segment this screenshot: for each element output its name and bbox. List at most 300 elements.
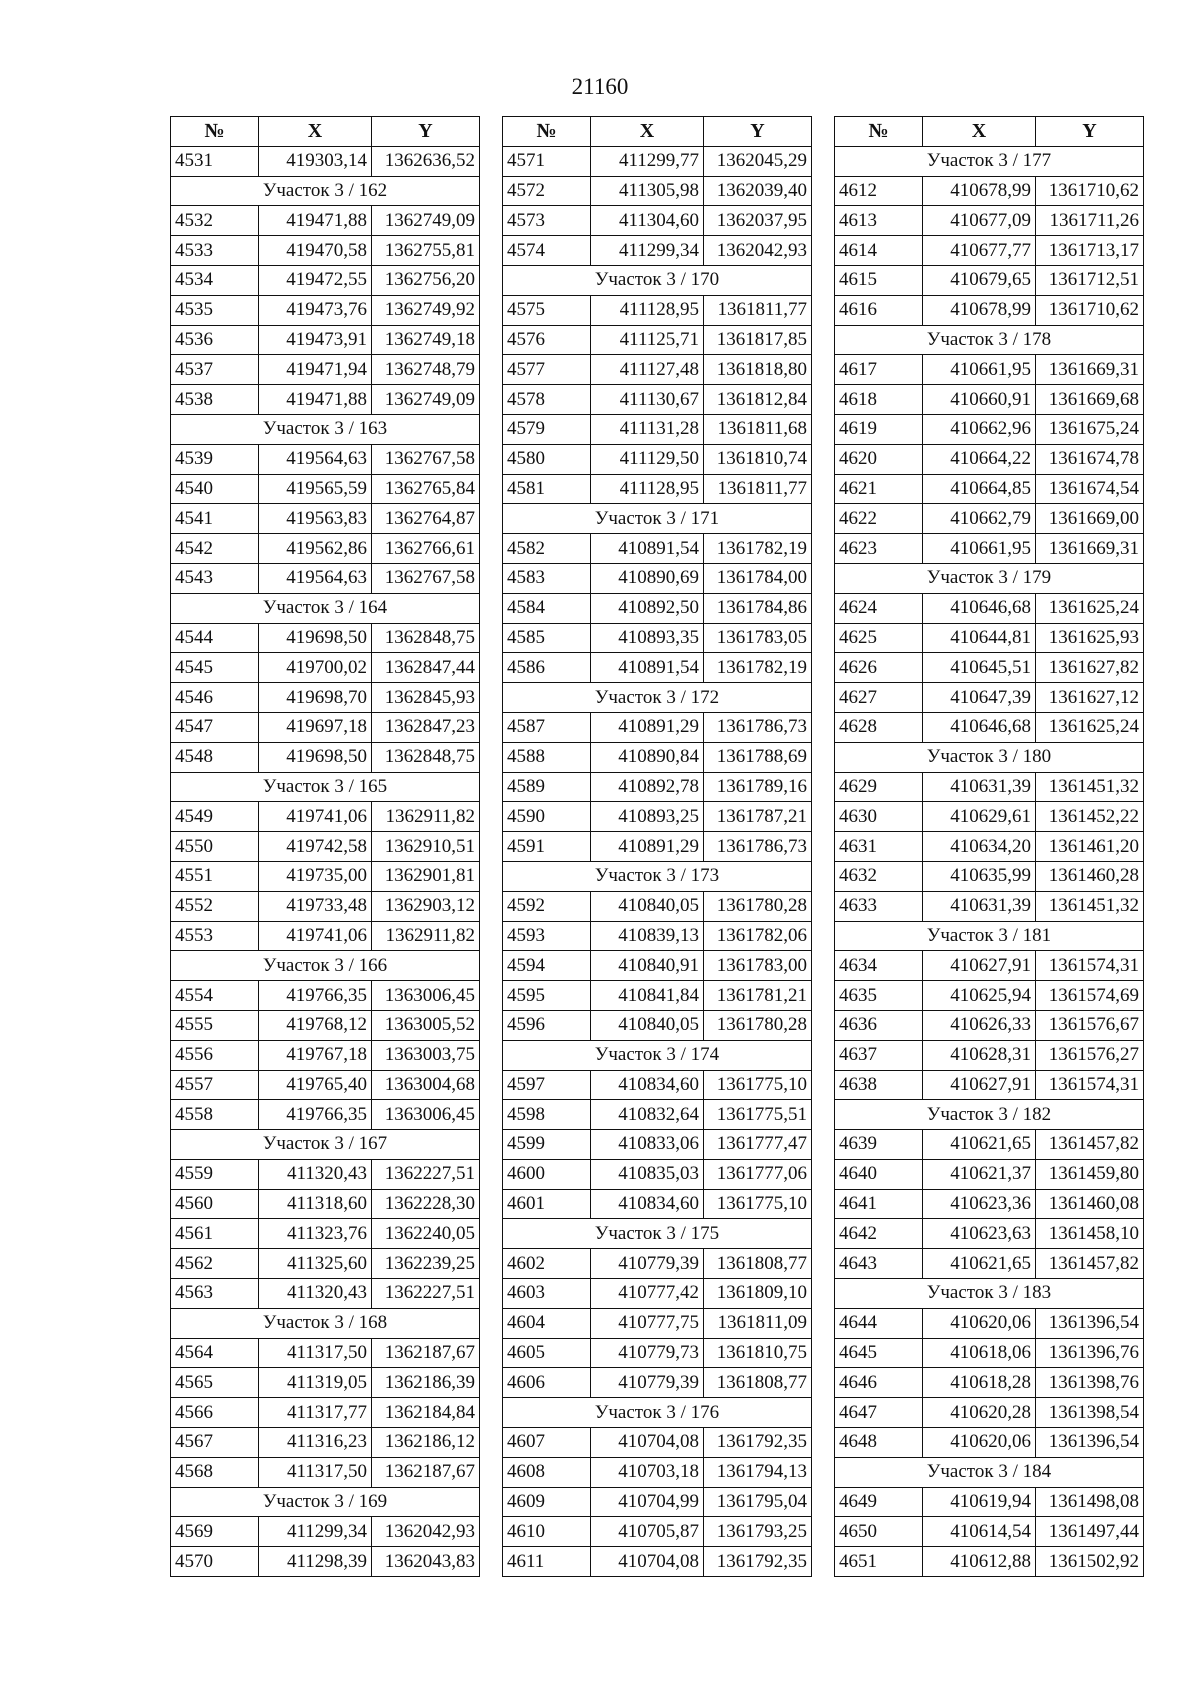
section-row <box>171 772 480 802</box>
column-header-x: X <box>259 117 372 147</box>
x-coordinate-cell: 419471,88 <box>259 206 372 236</box>
table-row <box>171 563 480 593</box>
table-row <box>171 1547 480 1577</box>
y-coordinate-cell: 1361811,77 <box>704 295 812 325</box>
point-number-cell: 4549 <box>171 802 259 832</box>
x-coordinate-cell: 419697,18 <box>259 712 372 742</box>
table-row <box>171 683 480 713</box>
x-coordinate-cell: 419564,63 <box>259 444 372 474</box>
table-row <box>835 951 1144 981</box>
table-row <box>171 265 480 295</box>
x-coordinate-cell: 411318,60 <box>259 1189 372 1219</box>
y-coordinate-cell: 1361451,32 <box>1036 772 1144 802</box>
point-number-cell: 4618 <box>835 385 923 415</box>
y-coordinate-cell: 1361576,27 <box>1036 1040 1144 1070</box>
table-row <box>835 1487 1144 1517</box>
point-number-cell: 4545 <box>171 653 259 683</box>
point-number-cell: 4603 <box>503 1279 591 1309</box>
table-row <box>171 236 480 266</box>
table-row <box>171 504 480 534</box>
point-number-cell: 4577 <box>503 355 591 385</box>
point-number-cell: 4650 <box>835 1517 923 1547</box>
point-number-cell: 4572 <box>503 176 591 206</box>
y-coordinate-cell: 1362749,18 <box>372 325 480 355</box>
y-coordinate-cell: 1362764,87 <box>372 504 480 534</box>
section-title: Участок 3 / 175 <box>503 1219 812 1249</box>
point-number-cell: 4593 <box>503 921 591 951</box>
column-header-y: Y <box>1036 117 1144 147</box>
point-number-cell: 4611 <box>503 1547 591 1577</box>
x-coordinate-cell: 410890,69 <box>591 563 704 593</box>
point-number-cell: 4583 <box>503 563 591 593</box>
table-row <box>171 861 480 891</box>
section-title: Участок 3 / 181 <box>835 921 1144 951</box>
table-row <box>835 593 1144 623</box>
point-number-cell: 4531 <box>171 146 259 176</box>
x-coordinate-cell: 419733,48 <box>259 891 372 921</box>
y-coordinate-cell: 1361669,31 <box>1036 355 1144 385</box>
point-number-cell: 4595 <box>503 981 591 1011</box>
table-row <box>503 414 812 444</box>
x-coordinate-cell: 410779,39 <box>591 1368 704 1398</box>
coordinates-table-3 <box>834 116 1144 1577</box>
x-coordinate-cell: 410623,63 <box>923 1219 1036 1249</box>
x-coordinate-cell: 419767,18 <box>259 1040 372 1070</box>
table-row <box>171 742 480 772</box>
section-row <box>835 146 1144 176</box>
x-coordinate-cell: 410893,35 <box>591 623 704 653</box>
section-row <box>503 1219 812 1249</box>
section-title: Участок 3 / 178 <box>835 325 1144 355</box>
table-row <box>171 474 480 504</box>
column-header-number: № <box>835 117 923 147</box>
table-row <box>171 1219 480 1249</box>
x-coordinate-cell: 410892,50 <box>591 593 704 623</box>
point-number-cell: 4591 <box>503 832 591 862</box>
x-coordinate-cell: 410833,06 <box>591 1130 704 1160</box>
table-row <box>835 1159 1144 1189</box>
point-number-cell: 4547 <box>171 712 259 742</box>
point-number-cell: 4610 <box>503 1517 591 1547</box>
table-row <box>503 1517 812 1547</box>
table-row <box>835 653 1144 683</box>
table-row <box>835 1070 1144 1100</box>
y-coordinate-cell: 1361710,62 <box>1036 295 1144 325</box>
y-coordinate-cell: 1361576,67 <box>1036 1010 1144 1040</box>
y-coordinate-cell: 1362910,51 <box>372 832 480 862</box>
point-number-cell: 4602 <box>503 1249 591 1279</box>
table-row <box>835 683 1144 713</box>
y-coordinate-cell: 1361625,24 <box>1036 593 1144 623</box>
y-coordinate-cell: 1361457,82 <box>1036 1130 1144 1160</box>
column-header-y: Y <box>372 117 480 147</box>
section-row <box>835 921 1144 951</box>
section-row <box>835 1100 1144 1130</box>
y-coordinate-cell: 1361669,00 <box>1036 504 1144 534</box>
point-number-cell: 4613 <box>835 206 923 236</box>
point-number-cell: 4544 <box>171 623 259 653</box>
column-header-x: X <box>591 117 704 147</box>
x-coordinate-cell: 410623,36 <box>923 1189 1036 1219</box>
point-number-cell: 4592 <box>503 891 591 921</box>
point-number-cell: 4557 <box>171 1070 259 1100</box>
y-coordinate-cell: 1362187,67 <box>372 1457 480 1487</box>
x-coordinate-cell: 410620,06 <box>923 1428 1036 1458</box>
y-coordinate-cell: 1362042,93 <box>704 236 812 266</box>
section-title: Участок 3 / 164 <box>171 593 480 623</box>
section-title: Участок 3 / 173 <box>503 861 812 891</box>
y-coordinate-cell: 1361811,09 <box>704 1308 812 1338</box>
x-coordinate-cell: 410840,91 <box>591 951 704 981</box>
y-coordinate-cell: 1361451,32 <box>1036 891 1144 921</box>
y-coordinate-cell: 1363006,45 <box>372 1100 480 1130</box>
table-row <box>835 1249 1144 1279</box>
point-number-cell: 4555 <box>171 1010 259 1040</box>
y-coordinate-cell: 1361792,35 <box>704 1428 812 1458</box>
y-coordinate-cell: 1362756,20 <box>372 265 480 295</box>
x-coordinate-cell: 419473,76 <box>259 295 372 325</box>
point-number-cell: 4567 <box>171 1428 259 1458</box>
y-coordinate-cell: 1361792,35 <box>704 1547 812 1577</box>
x-coordinate-cell: 410620,28 <box>923 1398 1036 1428</box>
table-row <box>503 1308 812 1338</box>
y-coordinate-cell: 1361669,31 <box>1036 534 1144 564</box>
table-row <box>835 474 1144 504</box>
table-row <box>835 1130 1144 1160</box>
x-coordinate-cell: 410839,13 <box>591 921 704 951</box>
table-row <box>503 534 812 564</box>
table-row <box>835 1040 1144 1070</box>
table-row <box>503 563 812 593</box>
table-row <box>503 1487 812 1517</box>
x-coordinate-cell: 410705,87 <box>591 1517 704 1547</box>
y-coordinate-cell: 1362186,39 <box>372 1368 480 1398</box>
x-coordinate-cell: 410625,94 <box>923 981 1036 1011</box>
x-coordinate-cell: 411325,60 <box>259 1249 372 1279</box>
x-coordinate-cell: 411128,95 <box>591 295 704 325</box>
y-coordinate-cell: 1362847,44 <box>372 653 480 683</box>
y-coordinate-cell: 1362767,58 <box>372 563 480 593</box>
y-coordinate-cell: 1361398,54 <box>1036 1398 1144 1428</box>
x-coordinate-cell: 411320,43 <box>259 1159 372 1189</box>
x-coordinate-cell: 410631,39 <box>923 891 1036 921</box>
y-coordinate-cell: 1362748,79 <box>372 355 480 385</box>
x-coordinate-cell: 410627,91 <box>923 1070 1036 1100</box>
point-number-cell: 4612 <box>835 176 923 206</box>
x-coordinate-cell: 419698,50 <box>259 742 372 772</box>
y-coordinate-cell: 1361710,62 <box>1036 176 1144 206</box>
table-row <box>171 832 480 862</box>
x-coordinate-cell: 419470,58 <box>259 236 372 266</box>
section-title: Участок 3 / 166 <box>171 951 480 981</box>
table-row <box>503 295 812 325</box>
y-coordinate-cell: 1361782,19 <box>704 534 812 564</box>
table-row <box>171 921 480 951</box>
x-coordinate-cell: 410677,77 <box>923 236 1036 266</box>
y-coordinate-cell: 1362187,67 <box>372 1338 480 1368</box>
point-number-cell: 4604 <box>503 1308 591 1338</box>
y-coordinate-cell: 1361787,21 <box>704 802 812 832</box>
table-row <box>171 295 480 325</box>
y-coordinate-cell: 1361777,47 <box>704 1130 812 1160</box>
x-coordinate-cell: 411319,05 <box>259 1368 372 1398</box>
y-coordinate-cell: 1361398,76 <box>1036 1368 1144 1398</box>
y-coordinate-cell: 1361784,86 <box>704 593 812 623</box>
x-coordinate-cell: 410621,65 <box>923 1249 1036 1279</box>
table-row <box>835 712 1144 742</box>
x-coordinate-cell: 419471,88 <box>259 385 372 415</box>
y-coordinate-cell: 1362767,58 <box>372 444 480 474</box>
y-coordinate-cell: 1361782,06 <box>704 921 812 951</box>
section-row <box>503 504 812 534</box>
point-number-cell: 4553 <box>171 921 259 951</box>
point-number-cell: 4643 <box>835 1249 923 1279</box>
y-coordinate-cell: 1362749,09 <box>372 206 480 236</box>
table-row <box>171 355 480 385</box>
table-row <box>503 1457 812 1487</box>
y-coordinate-cell: 1361498,08 <box>1036 1487 1144 1517</box>
table-row <box>503 1249 812 1279</box>
point-number-cell: 4586 <box>503 653 591 683</box>
table-row <box>503 474 812 504</box>
section-row <box>171 951 480 981</box>
x-coordinate-cell: 410646,68 <box>923 712 1036 742</box>
y-coordinate-cell: 1361396,54 <box>1036 1308 1144 1338</box>
section-title: Участок 3 / 184 <box>835 1457 1144 1487</box>
x-coordinate-cell: 410841,84 <box>591 981 704 1011</box>
table-row <box>503 1338 812 1368</box>
point-number-cell: 4642 <box>835 1219 923 1249</box>
point-number-cell: 4585 <box>503 623 591 653</box>
point-number-cell: 4622 <box>835 504 923 534</box>
section-title: Участок 3 / 174 <box>503 1040 812 1070</box>
y-coordinate-cell: 1361783,05 <box>704 623 812 653</box>
y-coordinate-cell: 1361810,75 <box>704 1338 812 1368</box>
point-number-cell: 4552 <box>171 891 259 921</box>
table-row <box>171 1457 480 1487</box>
point-number-cell: 4576 <box>503 325 591 355</box>
x-coordinate-cell: 411317,77 <box>259 1398 372 1428</box>
x-coordinate-cell: 411299,77 <box>591 146 704 176</box>
y-coordinate-cell: 1361713,17 <box>1036 236 1144 266</box>
table-row <box>171 1040 480 1070</box>
y-coordinate-cell: 1361460,28 <box>1036 861 1144 891</box>
table-row <box>503 593 812 623</box>
table-row <box>171 891 480 921</box>
table-row <box>503 891 812 921</box>
x-coordinate-cell: 410832,64 <box>591 1100 704 1130</box>
x-coordinate-cell: 411299,34 <box>259 1517 372 1547</box>
x-coordinate-cell: 419768,12 <box>259 1010 372 1040</box>
point-number-cell: 4548 <box>171 742 259 772</box>
table-row <box>503 1368 812 1398</box>
section-row <box>835 742 1144 772</box>
point-number-cell: 4605 <box>503 1338 591 1368</box>
x-coordinate-cell: 411304,60 <box>591 206 704 236</box>
point-number-cell: 4578 <box>503 385 591 415</box>
table-row <box>835 891 1144 921</box>
point-number-cell: 4629 <box>835 772 923 802</box>
y-coordinate-cell: 1361396,76 <box>1036 1338 1144 1368</box>
table-row <box>503 742 812 772</box>
point-number-cell: 4536 <box>171 325 259 355</box>
x-coordinate-cell: 410664,85 <box>923 474 1036 504</box>
table-row <box>835 1308 1144 1338</box>
point-number-cell: 4538 <box>171 385 259 415</box>
x-coordinate-cell: 419698,50 <box>259 623 372 653</box>
section-row <box>503 683 812 713</box>
point-number-cell: 4632 <box>835 861 923 891</box>
x-coordinate-cell: 419765,40 <box>259 1070 372 1100</box>
table-row <box>171 1010 480 1040</box>
y-coordinate-cell: 1361675,24 <box>1036 414 1144 444</box>
y-coordinate-cell: 1361625,93 <box>1036 623 1144 653</box>
table-row <box>171 1100 480 1130</box>
x-coordinate-cell: 410677,09 <box>923 206 1036 236</box>
y-coordinate-cell: 1361780,28 <box>704 891 812 921</box>
x-coordinate-cell: 419700,02 <box>259 653 372 683</box>
x-coordinate-cell: 410626,33 <box>923 1010 1036 1040</box>
section-row <box>171 1487 480 1517</box>
table-row <box>171 206 480 236</box>
point-number-cell: 4645 <box>835 1338 923 1368</box>
x-coordinate-cell: 410678,99 <box>923 176 1036 206</box>
point-number-cell: 4539 <box>171 444 259 474</box>
x-coordinate-cell: 410644,81 <box>923 623 1036 653</box>
point-number-cell: 4542 <box>171 534 259 564</box>
point-number-cell: 4568 <box>171 1457 259 1487</box>
table-row <box>503 832 812 862</box>
coordinates-table-1 <box>170 116 480 1577</box>
point-number-cell: 4607 <box>503 1428 591 1458</box>
table-row <box>835 236 1144 266</box>
point-number-cell: 4566 <box>171 1398 259 1428</box>
table-row <box>835 1398 1144 1428</box>
y-coordinate-cell: 1361795,04 <box>704 1487 812 1517</box>
point-number-cell: 4598 <box>503 1100 591 1130</box>
x-coordinate-cell: 410621,37 <box>923 1159 1036 1189</box>
point-number-cell: 4601 <box>503 1189 591 1219</box>
point-number-cell: 4624 <box>835 593 923 623</box>
point-number-cell: 4561 <box>171 1219 259 1249</box>
table-header-row <box>171 117 480 147</box>
x-coordinate-cell: 410629,61 <box>923 802 1036 832</box>
section-row <box>171 593 480 623</box>
table-header-row <box>503 117 812 147</box>
table-header-row <box>835 117 1144 147</box>
x-coordinate-cell: 410891,29 <box>591 712 704 742</box>
point-number-cell: 4636 <box>835 1010 923 1040</box>
x-coordinate-cell: 410893,25 <box>591 802 704 832</box>
x-coordinate-cell: 411130,67 <box>591 385 704 415</box>
x-coordinate-cell: 410628,31 <box>923 1040 1036 1070</box>
point-number-cell: 4573 <box>503 206 591 236</box>
point-number-cell: 4638 <box>835 1070 923 1100</box>
x-coordinate-cell: 410892,78 <box>591 772 704 802</box>
section-row <box>171 1308 480 1338</box>
y-coordinate-cell: 1361674,78 <box>1036 444 1144 474</box>
x-coordinate-cell: 410618,28 <box>923 1368 1036 1398</box>
y-coordinate-cell: 1362847,23 <box>372 712 480 742</box>
x-coordinate-cell: 410612,88 <box>923 1547 1036 1577</box>
x-coordinate-cell: 419303,14 <box>259 146 372 176</box>
x-coordinate-cell: 410703,18 <box>591 1457 704 1487</box>
table-row <box>171 325 480 355</box>
point-number-cell: 4630 <box>835 802 923 832</box>
table-row <box>503 236 812 266</box>
point-number-cell: 4532 <box>171 206 259 236</box>
table-row <box>171 712 480 742</box>
x-coordinate-cell: 411299,34 <box>591 236 704 266</box>
x-coordinate-cell: 410890,84 <box>591 742 704 772</box>
point-number-cell: 4640 <box>835 1159 923 1189</box>
point-number-cell: 4648 <box>835 1428 923 1458</box>
x-coordinate-cell: 410779,39 <box>591 1249 704 1279</box>
table-row <box>835 265 1144 295</box>
table-row <box>835 623 1144 653</box>
y-coordinate-cell: 1361793,25 <box>704 1517 812 1547</box>
section-row <box>171 1130 480 1160</box>
table-row <box>503 951 812 981</box>
page-number: 21160 <box>571 74 629 99</box>
table-row <box>503 146 812 176</box>
y-coordinate-cell: 1361461,20 <box>1036 832 1144 862</box>
table-row <box>835 414 1144 444</box>
table-row <box>835 1189 1144 1219</box>
y-coordinate-cell: 1361818,80 <box>704 355 812 385</box>
section-title: Участок 3 / 183 <box>835 1279 1144 1309</box>
table-row <box>835 1428 1144 1458</box>
x-coordinate-cell: 410664,22 <box>923 444 1036 474</box>
section-row <box>835 1279 1144 1309</box>
table-row <box>171 1279 480 1309</box>
point-number-cell: 4570 <box>171 1547 259 1577</box>
point-number-cell: 4617 <box>835 355 923 385</box>
y-coordinate-cell: 1363004,68 <box>372 1070 480 1100</box>
x-coordinate-cell: 410777,42 <box>591 1279 704 1309</box>
table-row <box>835 1368 1144 1398</box>
y-coordinate-cell: 1361775,51 <box>704 1100 812 1130</box>
column-header-number: № <box>503 117 591 147</box>
y-coordinate-cell: 1361627,12 <box>1036 683 1144 713</box>
table-row <box>835 444 1144 474</box>
x-coordinate-cell: 410834,60 <box>591 1070 704 1100</box>
x-coordinate-cell: 410834,60 <box>591 1189 704 1219</box>
x-coordinate-cell: 410779,73 <box>591 1338 704 1368</box>
point-number-cell: 4562 <box>171 1249 259 1279</box>
y-coordinate-cell: 1362765,84 <box>372 474 480 504</box>
y-coordinate-cell: 1362755,81 <box>372 236 480 266</box>
x-coordinate-cell: 419766,35 <box>259 1100 372 1130</box>
x-coordinate-cell: 419472,55 <box>259 265 372 295</box>
table-row <box>503 325 812 355</box>
y-coordinate-cell: 1361783,00 <box>704 951 812 981</box>
point-number-cell: 4599 <box>503 1130 591 1160</box>
point-number-cell: 4558 <box>171 1100 259 1130</box>
table-row <box>835 1010 1144 1040</box>
x-coordinate-cell: 410661,95 <box>923 355 1036 385</box>
y-coordinate-cell: 1361458,10 <box>1036 1219 1144 1249</box>
y-coordinate-cell: 1361808,77 <box>704 1368 812 1398</box>
y-coordinate-cell: 1362043,83 <box>372 1547 480 1577</box>
x-coordinate-cell: 410704,99 <box>591 1487 704 1517</box>
y-coordinate-cell: 1362240,05 <box>372 1219 480 1249</box>
point-number-cell: 4582 <box>503 534 591 564</box>
y-coordinate-cell: 1361811,77 <box>704 474 812 504</box>
x-coordinate-cell: 411317,50 <box>259 1457 372 1487</box>
table-row <box>503 1547 812 1577</box>
table-row <box>835 206 1144 236</box>
